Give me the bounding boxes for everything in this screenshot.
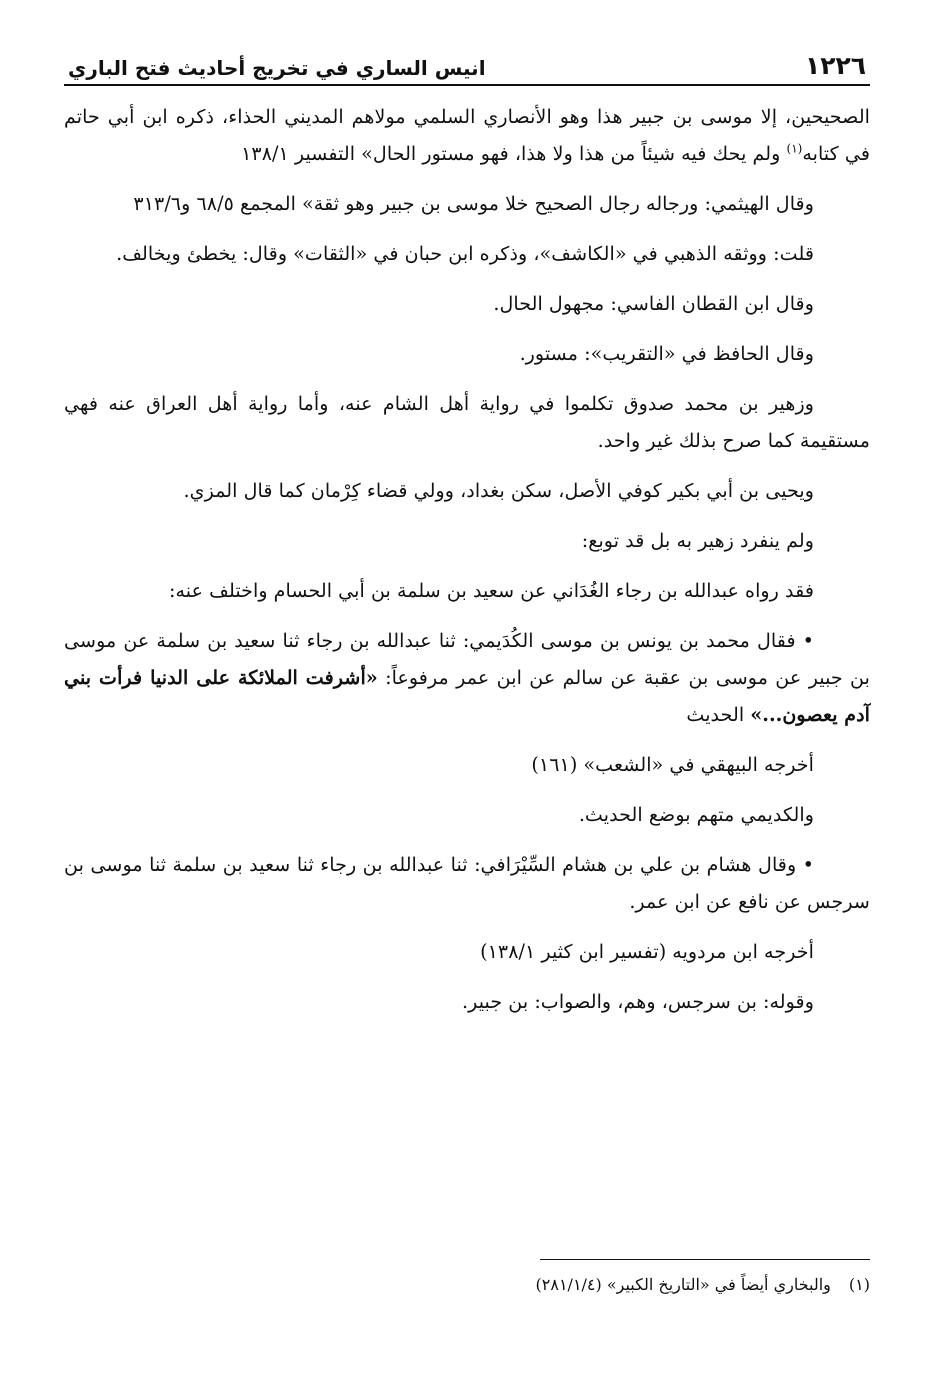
body-text <box>64 98 870 1020</box>
footnote-rule <box>540 1259 870 1260</box>
paragraph-text-continued: ولم يحك فيه شيئاً من هذا ولا هذا، فهو مستور الحال» التفسير ١٣٨/١ <box>241 142 787 165</box>
paragraph-10 <box>64 622 870 733</box>
footnote-marker: (١) <box>848 1275 870 1294</box>
paragraph-8: ولم ينفرد زهير به بل قد توبع: <box>581 529 814 552</box>
paragraph-text-continued: الحديث <box>686 703 751 726</box>
hadith-quote: «أشرفت الملائكة على الدنيا فرأت بني آدم يعصون...» <box>64 666 870 726</box>
paragraph-5: وقال الحافظ في «التقريب»: مستور. <box>519 342 814 365</box>
paragraph-15: وقوله: بن سرجس، وهم، والصواب: بن جبير. <box>462 990 814 1013</box>
paragraph-11: أخرجه البيهقي في «الشعب» (١٦١) <box>531 753 814 776</box>
paragraph-12: والكديمي متهم بوضع الحديث. <box>578 803 814 826</box>
paragraph-text: فقال محمد بن يونس بن موسى الكُدَيمي: ثنا عبدالله بن رجاء ثنا سعيد بن سلمة عن موسى بن جبير عن موسى بن عقبة عن سالم عن ابن عمر مرفوعاً: <box>64 629 870 689</box>
page-header <box>64 36 870 80</box>
book-page <box>64 36 870 1356</box>
page-number: ١٢٢٦ <box>804 51 866 80</box>
paragraph-2: وقال الهيثمي: ورجاله رجال الصحيح خلا موسى بن جبير وهو ثقة» المجمع ٦٨/٥ و٣١٣/٦ <box>133 192 814 215</box>
paragraph-4: وقال ابن القطان الفاسي: مجهول الحال. <box>493 292 814 315</box>
paragraph-7: ويحيى بن أبي بكير كوفي الأصل، سكن بغداد، وولي قضاء كِرْمان كما قال المزي. <box>183 479 814 502</box>
paragraph-14: أخرجه ابن مردويه (تفسير ابن كثير ١٣٨/١) <box>480 940 814 963</box>
paragraph-6: وزهير بن محمد صدوق تكلموا في رواية أهل الشام عنه، وأما رواية أهل العراق عنه فهي مستقيمة كما صرح بذلك غير واحد. <box>64 392 870 452</box>
running-title: انيس الساري في تخريج أحاديث فتح الباري <box>68 56 486 80</box>
paragraph-13: • وقال هشام بن علي بن هشام السِّيْرَافي: ثنا عبدالله بن رجاء ثنا سعيد بن سلمة ثنا موسى بن سرجس عن نافع عن ابن عمر. <box>64 846 870 920</box>
paragraph-9: فقد رواه عبدالله بن رجاء الغُدَاني عن سعيد بن سلمة بن أبي الحسام واختلف عنه: <box>169 579 814 602</box>
paragraph-text: الصحيحين، إلا موسى بن جبير هذا وهو الأنصاري السلمي مولاهم المديني الحذاء، ذكره ابن أبي حاتم في كتابه <box>64 105 870 165</box>
footnote-text: والبخاري أيضاً في «التاريخ الكبير» (٢٨١/١/٤) <box>535 1275 831 1294</box>
paragraph-1 <box>64 98 870 172</box>
header-rule <box>64 84 870 86</box>
footnote <box>536 1272 870 1298</box>
paragraph-3: قلت: ووثقه الذهبي في «الكاشف»، وذكره ابن حبان في «الثقات» وقال: يخطئ ويخالف. <box>116 242 814 265</box>
footnote-reference: (١) <box>786 141 803 156</box>
